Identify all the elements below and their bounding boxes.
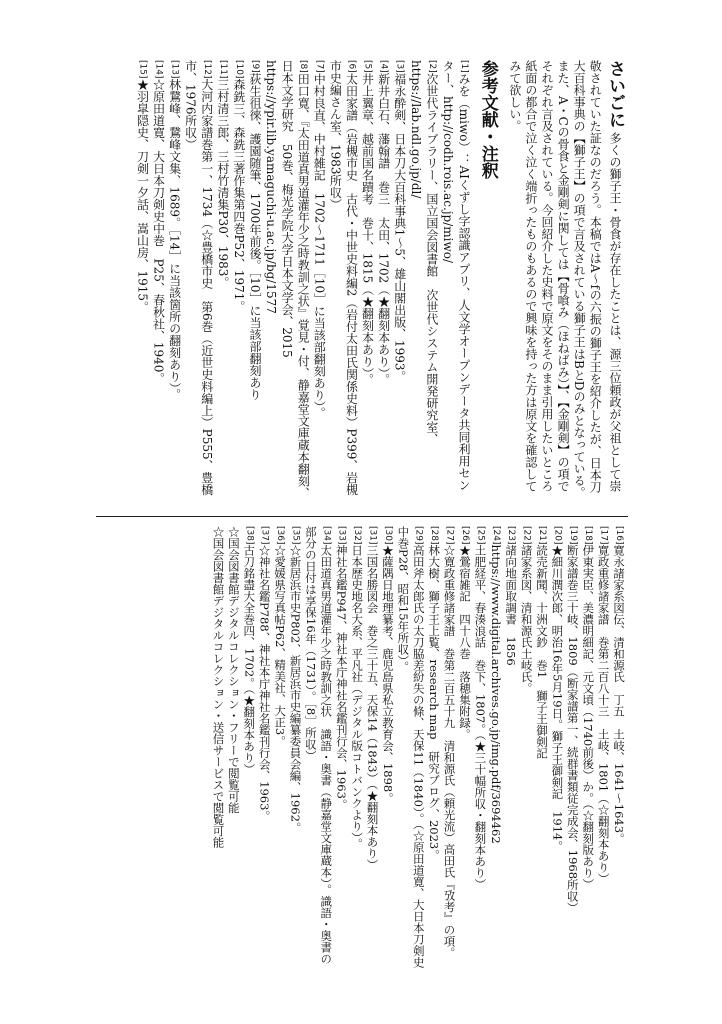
reference-number: [32] [352, 526, 363, 545]
reference-item [457, 526, 472, 971]
conclusion-body: 多くの獅子王・骨食が存在したことは、源三位頼政が父祖として崇敬されていた証なのだろう。本稿ではA〜fの六振の獅子王を紹介したが、日本刀大百科事典の【獅子王】の項で言及されている獅子王はBとDのみとなっている。また、A・Cの骨食と金剛剣に関しては【骨喰み（ほねばみ）】、【金剛剣】の項でそれぞれ言及されている。今回紹介した史料で原文をそのまま引用したいところ紙面の都合で泣く泣く端折ったものもあるので興味を持った方は原文を確認してみて欲しい。 [507, 60, 622, 499]
reference-number: [18] [583, 526, 594, 545]
section-divider [96, 516, 628, 517]
reference-text: ★薩隅日地理纂考、鹿児島県私立教育会、1898。 [380, 544, 395, 804]
reference-text: 三国名勝図会 巻之三十五、天保14（1843）（★翻刻本あり） [365, 544, 380, 871]
reference-number: [36] [275, 526, 286, 545]
reference-text: 諸向地面取調書 1856 [504, 544, 519, 666]
reference-item [380, 526, 395, 971]
reference-number: [17] [598, 526, 609, 545]
reference-number: [6] [346, 60, 357, 73]
reference-item [426, 526, 441, 971]
reference-text: 寛政重修諸家譜 巻第二百八十三 土岐、1801（☆翻刻本あり） [596, 544, 611, 885]
reference-text: 次世代ライブラリー、国立国会図書館 次世代システム開発研究室、https://lab.ndl.go.jp/dl/ [408, 60, 439, 445]
reference-number: [34] [321, 526, 332, 545]
reference-text: ☆新居浜市史P802、新居浜市史編纂委員会編、1962。 [288, 544, 303, 834]
reference-text: 新井白石、藩翰譜 巻三 太田、1702（★翻刻本あり）。 [376, 72, 391, 386]
reference-text: 高田斧太郎氏の太刀脇差紛失の條、天保11（1840）。（☆原田道寛、大日本刀剣史中巻P28、昭和15年所収）。 [396, 526, 426, 968]
reference-item [311, 60, 327, 500]
reference-number: [15] [137, 60, 148, 79]
reference-number: [14] [153, 60, 164, 79]
reference-number: [26] [459, 526, 470, 545]
reference-number: [35] [290, 526, 301, 545]
reference-item [395, 526, 426, 971]
reference-number: [28] [429, 526, 440, 545]
reference-item [225, 526, 240, 971]
reference-item [359, 60, 375, 500]
reference-text: ☆原田道寛、大日本刀剣史中巻 P25、春秋社、1940。 [151, 78, 166, 385]
reference-item [518, 526, 533, 971]
reference-text: 読売新聞、十洲文鈔 巻1 獅子王御剣記 [534, 544, 549, 759]
reference-number: [27] [444, 526, 455, 545]
reference-item [150, 60, 166, 500]
reference-item [231, 60, 247, 500]
reference-item [302, 526, 333, 971]
lower-text-block [210, 526, 626, 971]
reference-number: [4] [378, 60, 389, 73]
reference-number: [37] [259, 526, 270, 545]
reference-text: ☆寛政重修諸家譜 巻第二百五十九 清和源氏（頼光流）高田氏『攷考』の項。 [442, 544, 457, 959]
reference-text: ★細川潤次郎、明治16年5月19日。獅子王御剣記 1914。 [550, 544, 565, 852]
reference-text: ★羽皐隠史、刀剣一夕話、嵩山房、1915。 [135, 78, 150, 314]
reference-number: [29] [413, 526, 424, 545]
reference-item [327, 60, 359, 500]
reference-item [595, 526, 610, 971]
reference-number: [20] [552, 526, 563, 545]
reference-number: [16] [614, 526, 624, 545]
reference-item [210, 526, 225, 971]
reference-item [611, 526, 626, 971]
reference-text: ☆国会図書館デジタルコレクション・送信サービスで閲覧可能 [211, 526, 226, 848]
reference-item [167, 60, 183, 500]
reference-item [364, 526, 379, 971]
reference-number: [2] [426, 60, 437, 73]
reference-item [487, 526, 502, 971]
reference-number: [13] [169, 60, 180, 79]
conclusion-heading: さいごに [605, 60, 625, 128]
reference-text: 大河内家譜巻第一、1734（☆豊橋市史 第6巻（近世史料編上）P555、豊橋市、1976所収） [183, 60, 214, 496]
reference-number: [25] [475, 526, 486, 545]
reference-number: [11] [217, 60, 228, 79]
reference-item [564, 526, 579, 971]
reference-text: 福永酔剣、日本刀大百科事典1〜5、雄山閣出版、1993。 [392, 72, 407, 383]
reference-item [183, 60, 215, 500]
references-list-top [134, 60, 472, 500]
reference-item [392, 60, 408, 500]
reference-number: [21] [536, 526, 547, 545]
reference-item [408, 60, 440, 500]
reference-text: https://www.digital.archives.go.jp/img.pdf/3694462 [488, 544, 503, 844]
reference-text: 古刀銘盡大全巻四、1702。（★翻刻本あり） [242, 544, 257, 776]
upper-text-block [134, 60, 626, 500]
reference-text: 諸家系図、清和源氏土岐氏。 [519, 544, 534, 694]
references-list-bottom [210, 526, 626, 971]
reference-number: [12] [201, 60, 212, 79]
reference-text: ★鶯宿雑記 四十八巻 落穂集附録。 [457, 544, 472, 740]
reference-text: ☆愛媛県写真帖P62、精美社、大正3。 [273, 544, 288, 747]
reference-item [534, 526, 549, 971]
reference-number: [24] [490, 526, 501, 545]
reference-number: [19] [567, 526, 578, 545]
reference-text: 中村良直、中村雑記 1702〜1711［10］に当該部翻刻あり）。 [312, 72, 327, 420]
reference-text: 森銑三、森銑三著作集第四巻P52、1971。 [231, 78, 246, 313]
spacer [499, 60, 507, 500]
reference-text: 寛永諸家系図伝、清和源氏 丁五 土岐、1641〜1643。 [612, 544, 626, 845]
reference-item [472, 526, 487, 971]
reference-number: [9] [249, 60, 260, 73]
reference-item [215, 60, 231, 500]
reference-item [549, 526, 564, 971]
reference-text: ☆国会図書館デジタルコレクション・フリーで閲覧可能 [226, 526, 241, 814]
reference-item [440, 60, 472, 500]
reference-text: みを（miwo）：AIくずし字認識アプリ、人文学オープンデータ共同利用センター、http://codh.rois.ac.jp/miwo/ [440, 60, 471, 491]
reference-item [247, 60, 263, 500]
reference-text: 荻生徂徠、護園随筆、1700年前後。［10］に当該部翻刻あり [247, 72, 262, 401]
conclusion-paragraph [507, 60, 626, 500]
reference-number: [7] [314, 60, 325, 73]
reference-number: [3] [394, 60, 405, 73]
reference-number: [22] [521, 526, 532, 545]
reference-item [241, 526, 256, 971]
reference-text: 林大樹、獅子王上覧、research map 研究ブログ、2023。 [427, 544, 442, 861]
reference-number: [10] [233, 60, 244, 79]
reference-number: [1] [459, 60, 469, 73]
reference-item [376, 60, 392, 500]
reference-text: 伊東実臣、美濃明細記、元文頃（1740前後）か。（☆翻刻版あり） [581, 544, 596, 891]
reference-text: 土肥経平、春湊浪話 巻下、1807。（★三十幅所収・翻刻本あり） [473, 544, 488, 891]
reference-text: 三村清三郎、三村竹清集P30、1983。 [215, 78, 230, 289]
reference-item [349, 526, 364, 971]
reference-text: 井上翼章、越前国名蹟考 巻十、1815（★翻刻本あり）。 [360, 72, 375, 386]
reference-item [333, 526, 348, 971]
reference-text: 日本歴史地名大系、平凡社（デジタル版コトバンクより）。 [350, 544, 365, 850]
reference-text: 太田家譜（岩槻市史 古代・中世史料編2（岩付太田氏関係史料）P399、岩槻市史編さん室、1983所収） [328, 60, 359, 496]
reference-text: 田口寛、『太田道真男道灌年少之時教訓之状』覚見・付、静嘉堂文庫蔵本翻刻、日本文学研究 50巻、梅光学院大学日本文学会、2015 https://ypir.lib.yamaguchi-u.ac.jp/bg/1577 [264, 60, 311, 499]
reference-number: [30] [382, 526, 393, 545]
reference-text: 断家譜巻三十岐、1809（断家譜第一、続群書類従完成会、1968所収） [565, 544, 580, 914]
reference-number: [23] [506, 526, 517, 545]
references-heading: 参考文献・注釈 [477, 60, 498, 179]
reference-text: ☆神社名鑑P788、神社本庁神社名鑑刊行会、1963。 [257, 544, 272, 822]
reference-number: [31] [367, 526, 378, 545]
reference-text: 太田道真男道灌年少之時教訓之状 識語・奥書（静嘉堂文庫蔵本）。識語・奥書の部分の日付は享保16年（1731）。［8］所収） [303, 526, 334, 965]
reference-item [134, 60, 150, 500]
reference-number: [33] [336, 526, 347, 545]
reference-item [287, 526, 302, 971]
reference-item [263, 60, 311, 500]
reference-text: 林鵞峰、鵞峰文集、1689。［14］に当該箇所の翻刻あり）。 [167, 78, 182, 401]
reference-number: [8] [298, 60, 309, 73]
reference-item [272, 526, 287, 971]
reference-number: [5] [362, 60, 373, 73]
reference-number: [38] [244, 526, 255, 545]
reference-text: 神社名鑑P947、神社本庁神社名鑑刊行会、1963。 [334, 544, 349, 811]
reference-item [441, 526, 456, 971]
reference-item [580, 526, 595, 971]
reference-item [256, 526, 271, 971]
reference-item [503, 526, 518, 971]
